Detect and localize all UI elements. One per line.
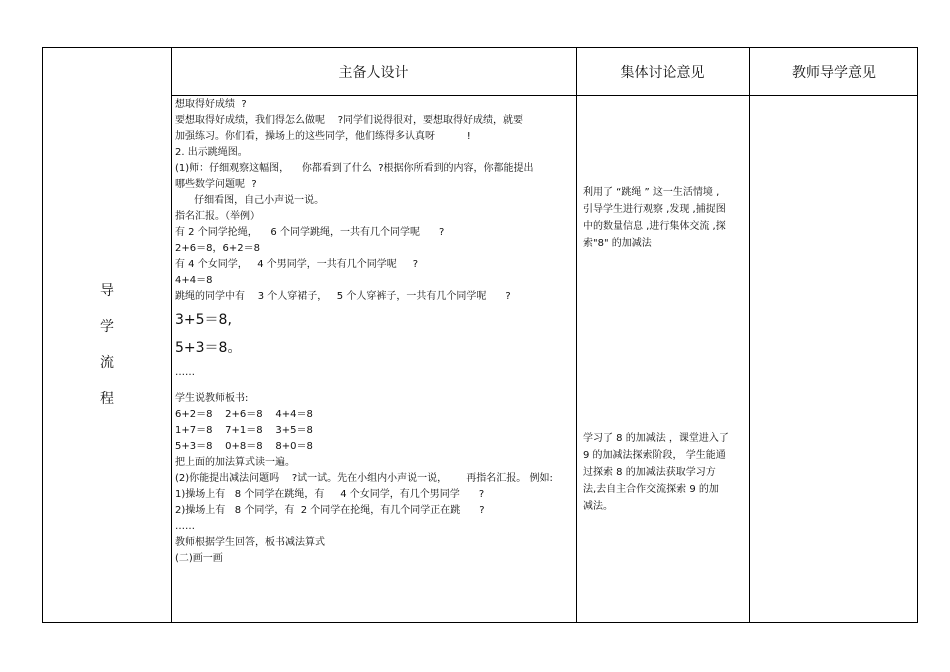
text-line: 5+3＝8 0+8＝8 8+0＝8 — [175, 441, 313, 452]
text-line: (2)你能提出减法问题吗 ?试一试。先在小组内小声说一说， 再指名汇报。 例如: — [175, 473, 553, 484]
text-line: 把上面的加法算式读一遍。 — [175, 457, 295, 468]
text-line: 有 2 个同学抡绳， 6 个同学跳绳，一共有几个同学呢 ? — [175, 227, 445, 238]
text-line: 1)操场上有 8 个同学在跳绳，有 4 个女同学，有几个男同学 ? — [175, 489, 485, 500]
text-line: 索"8" 的加减法 — [583, 238, 652, 249]
text-line: 减法。 — [583, 501, 613, 512]
text-line: 想取得好成绩 ? — [175, 99, 247, 110]
text-line: 加强练习。你们看，操场上的这些同学，他们练得多认真呀 ! — [175, 131, 471, 142]
text-line: 指名汇报。（举例） — [175, 211, 260, 222]
divider — [576, 48, 577, 622]
text-line: 2+6＝8，6+2＝8 — [175, 243, 260, 254]
design-content — [175, 97, 575, 567]
text-line: 过探索 8 的加减法获取学习方 — [583, 467, 716, 478]
ellipsis: …… — [175, 367, 195, 378]
text-line: 学生说教师板书: — [175, 393, 249, 404]
divider — [749, 48, 750, 622]
text-line: 哪些数学问题呢 ? — [175, 179, 257, 190]
text-line: …… — [175, 521, 195, 532]
header-guidance: 教师导学意见 — [792, 64, 876, 81]
text-line: (1)师：仔细观察这幅图， 你都看到了什么 ?根据你所看到的内容，你都能提出 — [175, 163, 534, 174]
header-discussion: 集体讨论意见 — [620, 64, 705, 81]
discussion-note-1 — [583, 184, 748, 252]
text-line: 9 的加减法探索阶段， 学生能通 — [583, 450, 726, 461]
text-line: 2)操场上有 8 个同学，有 2 个同学在抡绳，有几个同学正在跳 ? — [175, 505, 485, 516]
discussion-note-2 — [583, 430, 748, 515]
text-line: 4+4＝8 — [175, 275, 213, 286]
text-line: 利用了 “跳绳 ” 这一生活情境 , — [583, 187, 720, 198]
header-design: 主备人设计 — [338, 64, 409, 81]
text-line: 法,去自主合作交流探索 9 的加 — [583, 484, 719, 495]
text-line: 1+7＝8 7+1＝8 3+5＝8 — [175, 425, 313, 436]
side-char: 程 — [100, 391, 114, 407]
side-char: 流 — [100, 355, 114, 371]
text-line: 教师根据学生回答，板书减法算式 — [175, 537, 325, 548]
side-label — [43, 273, 171, 417]
header-divider — [171, 95, 917, 96]
text-line: 6+2＝8 2+6＝8 4+4＝8 — [175, 409, 313, 420]
text-line: 要想取得好成绩，我们得怎么做呢 ?同学们说得很对，要想取得好成绩，就要 — [175, 115, 524, 126]
text-line: (二)画一画 — [175, 553, 223, 564]
text-line: 学习了 8 的加减法 ，课堂进入了 — [583, 433, 729, 444]
text-line: 2. 出示跳绳图。 — [175, 147, 248, 158]
equation-line: 3+5＝8, — [175, 312, 232, 328]
lesson-table — [42, 47, 918, 623]
text-line: 有 4 个女同学， 4 个男同学，一共有几个同学呢 ? — [175, 259, 418, 270]
divider — [171, 48, 172, 622]
side-char: 学 — [100, 319, 114, 335]
side-char: 导 — [100, 283, 114, 299]
text-line: 仔细看图，自己小声说一说。 — [175, 195, 325, 206]
text-line: 跳绳的同学中有 3 个人穿裙子， 5 个人穿裤子，一共有几个同学呢 ? — [175, 291, 511, 302]
equation-line: 5+3＝8。 — [175, 340, 242, 356]
text-line: 中的数量信息 ,进行集体交流 ,探 — [583, 221, 726, 232]
text-line: 引导学生进行观察 ,发现 ,捕捉图 — [583, 204, 726, 215]
